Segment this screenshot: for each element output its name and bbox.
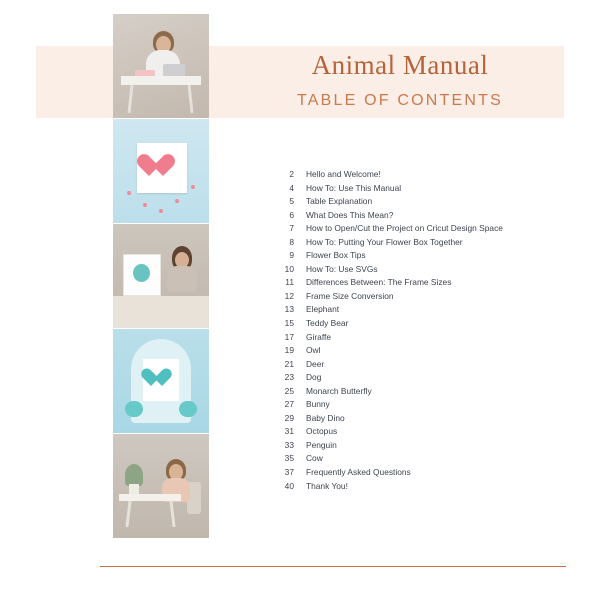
toc-entry-label: Monarch Butterfly <box>306 385 372 396</box>
toc-entry-label: Frequently Asked Questions <box>306 467 411 478</box>
toc-page-number: 29 <box>284 412 294 423</box>
list-item[interactable] <box>272 222 572 236</box>
list-item[interactable] <box>272 303 572 317</box>
toc-page-number: 35 <box>284 453 294 464</box>
list-item[interactable] <box>272 358 572 372</box>
toc-entry-label: Bunny <box>306 399 330 410</box>
list-item[interactable] <box>272 182 572 196</box>
list-item[interactable] <box>272 398 572 412</box>
photo-teal-heart-frame-arch <box>113 329 209 433</box>
photo-column <box>113 14 209 539</box>
toc-page-number: 40 <box>284 480 294 491</box>
toc-entry-label: Giraffe <box>306 331 331 342</box>
toc-entry-label: How To: Use This Manual <box>306 182 402 193</box>
toc-page-number: 17 <box>284 331 294 342</box>
list-item[interactable] <box>272 195 572 209</box>
toc-entry-label: How to Open/Cut the Project on Cricut Design Space <box>306 223 503 234</box>
toc-page-number: 11 <box>285 277 294 288</box>
toc-entry-label: Elephant <box>306 304 340 315</box>
toc-entry-label: Frame Size Conversion <box>306 290 394 301</box>
list-item[interactable] <box>272 385 572 399</box>
list-item[interactable] <box>272 466 572 480</box>
toc-entry-label: Table Explanation <box>306 196 373 207</box>
toc-entry-label: Owl <box>306 345 321 356</box>
toc-page-number: 9 <box>289 250 294 261</box>
photo-pink-heart-flower-frame <box>113 119 209 223</box>
toc-page-number: 12 <box>284 290 294 301</box>
list-item[interactable] <box>272 209 572 223</box>
toc-page-number: 19 <box>284 345 294 356</box>
toc-entry-label: Differences Between: The Frame Sizes <box>306 277 452 288</box>
toc-entry-label: What Does This Mean? <box>306 209 394 220</box>
toc-entry-label: Teddy Bear <box>306 318 349 329</box>
toc-entry-label: Flower Box Tips <box>306 250 366 261</box>
list-item[interactable] <box>272 263 572 277</box>
list-item[interactable] <box>272 331 572 345</box>
toc-entry-label: How To: Use SVGs <box>306 263 378 274</box>
list-item[interactable] <box>272 290 572 304</box>
list-item[interactable] <box>272 249 572 263</box>
list-item[interactable] <box>272 480 572 494</box>
toc-page-number: 5 <box>289 196 294 207</box>
toc-page-number: 23 <box>284 372 294 383</box>
photo-woman-seated-at-table <box>113 434 209 538</box>
list-item[interactable] <box>272 276 572 290</box>
photo-woman-in-studio-with-frames <box>113 224 209 328</box>
toc-page-number: 13 <box>284 304 294 315</box>
list-item[interactable] <box>272 452 572 466</box>
toc-page-number: 4 <box>289 182 294 193</box>
toc-entry-label: Hello and Welcome! <box>306 169 381 179</box>
page-title: Animal Manual <box>311 50 489 80</box>
toc-page-number: 7 <box>289 223 294 234</box>
footer-divider <box>100 566 566 567</box>
toc-page-number: 10 <box>284 263 294 274</box>
list-item[interactable] <box>272 317 572 331</box>
toc-page-number: 21 <box>284 358 294 369</box>
toc-page-number: 2 <box>289 169 294 179</box>
toc-page-number: 8 <box>289 236 294 247</box>
toc-entry-label: Cow <box>306 453 323 464</box>
toc-entry-label: Baby Dino <box>306 412 345 423</box>
list-item[interactable] <box>272 439 572 453</box>
list-item[interactable] <box>272 344 572 358</box>
list-item[interactable] <box>272 236 572 250</box>
toc-entry-label: Penguin <box>306 439 337 450</box>
list-item[interactable] <box>272 371 572 385</box>
list-item[interactable] <box>272 412 572 426</box>
toc-entry-label: Deer <box>306 358 325 369</box>
photo-woman-at-desk-with-laptop <box>113 14 209 118</box>
toc-page-number: 33 <box>284 439 294 450</box>
toc-page-number: 31 <box>284 426 294 437</box>
title-block <box>240 50 560 110</box>
toc-page-number: 6 <box>289 209 294 220</box>
list-item[interactable] <box>272 425 572 439</box>
toc-page-number: 27 <box>284 399 294 410</box>
table-of-contents-list <box>272 168 572 493</box>
toc-page-number: 15 <box>284 318 294 329</box>
toc-entry-label: Thank You! <box>306 480 348 491</box>
toc-entry-label: Octopus <box>306 426 338 437</box>
toc-entry-label: How To: Putting Your Flower Box Together <box>306 236 463 247</box>
page-subtitle: TABLE OF CONTENTS <box>296 92 503 109</box>
list-item[interactable] <box>272 168 572 182</box>
toc-page-number: 25 <box>284 385 294 396</box>
toc-page-number: 37 <box>284 467 294 478</box>
toc-entry-label: Dog <box>306 372 322 383</box>
